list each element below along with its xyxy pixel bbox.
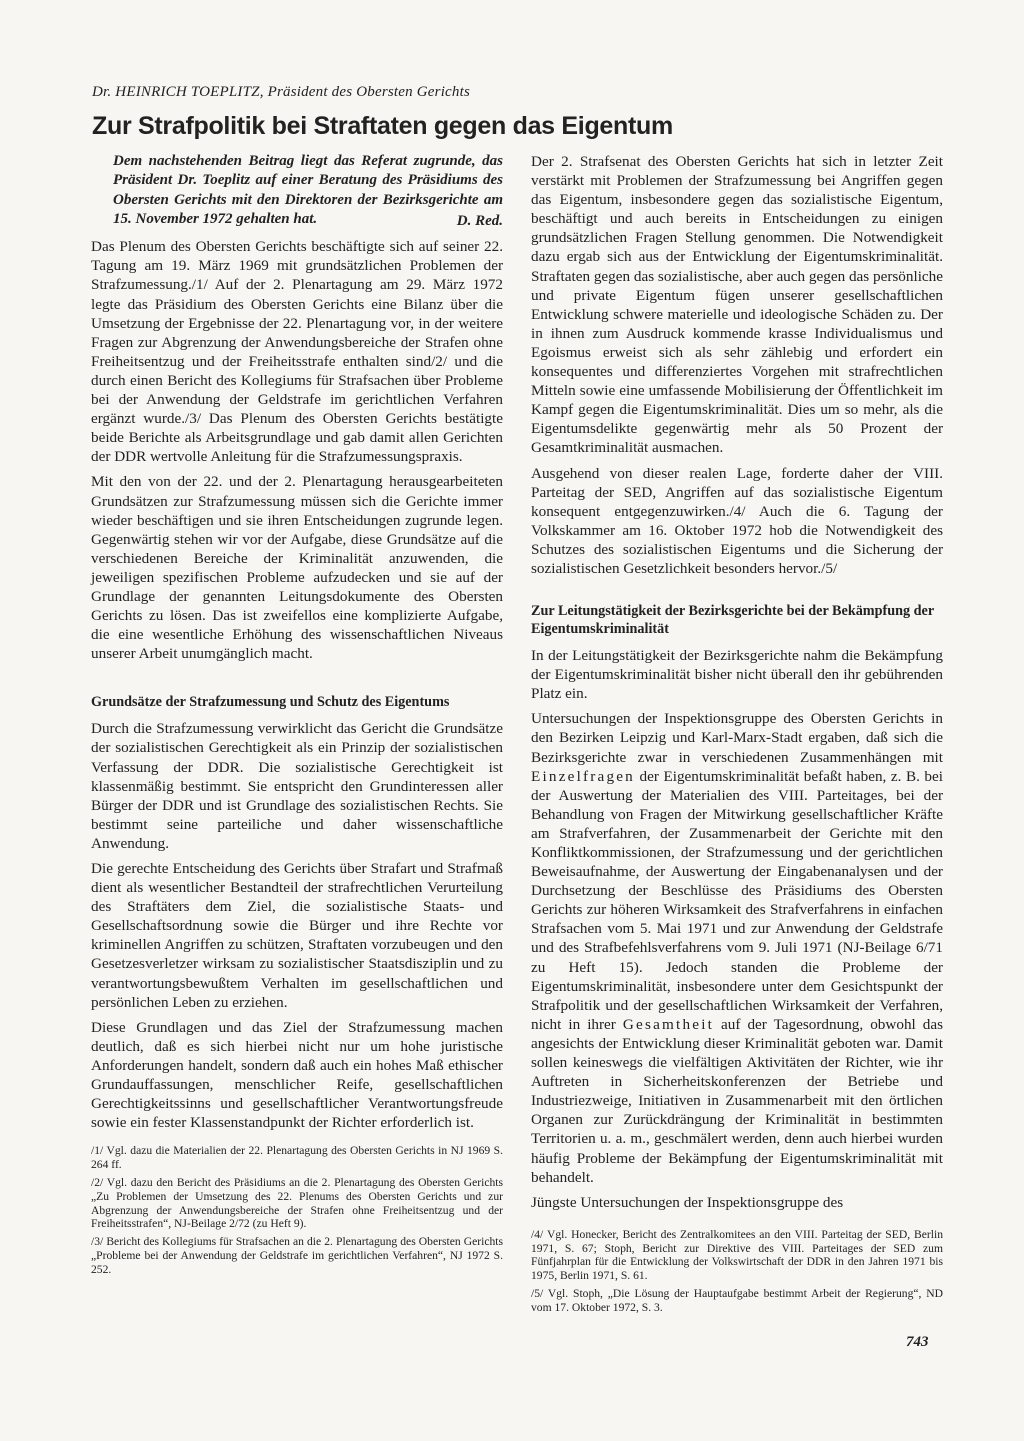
paragraph: Ausgehend von dieser realen Lage, forderte daher der VIII. Parteitag der SED, Angriffen auf das sozialistische Eigentum konsequent entgegenzuwirken./4/ Auch die 6. Tagung der Volkskammer am 16. Oktober 1972 hob die Notwendigkeit des Schutzes des sozialistischen Eigentums und die Sicherung der sozialistischen Gesetzlichkeit besonders hervor./5/ [531, 464, 943, 577]
page-number: 743 [906, 1334, 929, 1350]
footnote: /3/ Bericht des Kollegiums für Strafsachen an die 2. Plenartagung des Obersten Gerichts „Probleme bei der Anwendung der Geldstrafe im gerichtlichen Verfahren“, NJ 1972 S. 252. [91, 1235, 503, 1276]
emphasis: Einzelfragen [531, 767, 635, 785]
paragraph: Der 2. Strafsenat des Obersten Gerichts hat sich in letzter Zeit verstärkt mit Problemen der Strafzumessung bei Angriffen gegen das Eigentum, insbesondere gegen das sozialistische Eigentum, beschäftigt und auch bereits in Entscheidungen zu einigen grundsätzlichen Fragen Stellung genommen. Die Notwendigkeit dazu ergab sich aus der Entwicklung der Eigentumskriminalität. Straftaten gegen das sozialistische, aber auch gegen das persönliche und private Eigentum fügen unserer gesellschaftlichen Entwicklung schwere materielle und ideologische Schäden zu. Der in ihnen zum Ausdruck kommende krasse Individualismus und Egoismus erweist sich als sehr zählebig und erfordert ein konsequentes und differenziertes Vorgehen mit strafrechtlichen Mitteln sowie eine umfassende Mobilisierung der Öffentlichkeit im Kampf gegen die Eigentumskriminalität. Dies um so mehr, als die Eigentumsdelikte gegenwärtig mehr als 50 Prozent der Gesamtkriminalität ausmachen. [531, 153, 944, 457]
section-heading: Grundsätze der Strafzumessung und Schutz des Eigentums [91, 694, 450, 711]
paragraph: Mit den von der 22. und der 2. Plenartagung herausgearbeiteten Grundsätzen zur Strafzumessung müssen sich die Gerichte immer wieder beschäftigen und sie ihren Entscheidungen zugrunde legen. Gegenwärtig stehen wir vor der Aufgabe, diese Grundsätze auf die verschiedenen Bereiche der Kriminalität anzuwenden, die jeweiligen spezifischen Probleme aufzudecken und sie auf der Grundlage der genannten Leitungsdokumente des Obersten Gerichts zu lösen. Das ist zweifellos eine komplizierte Aufgabe, die eine wesentliche Erhöhung des wissenschaftlichen Niveaus unserer Arbeit unumgänglich macht. [91, 473, 503, 663]
section-heading: Zur Leitungstätigkeit der Bezirksgerichte bei der Bekämpfung der Eigentumskriminalität [531, 603, 934, 638]
paragraph: Diese Grundlagen und das Ziel der Strafzumessung machen deutlich, daß es sich hierbei nicht nur um hohe juristische Anforderungen handelt, sondern daß auch ein hohes Maß ethischer Grundauffassungen, menschlicher Reife, gesellschaftlichen Gerechtigkeitssinns und gesellschaftlicher Verantwortungsfreude sowie ein fester Klassenstandpunkt der Richter erforderlich ist. [91, 1018, 503, 1132]
text-run: Untersuchungen der Inspektionsgruppe des Obersten Gerichts in den Bezirken Leipzig und Karl-Marx-Stadt ergaben, daß sich die Bezirksgerichte zwar in verschiedenen Zusammenhängen mit [531, 710, 943, 766]
text-run: der Eigentumskriminalität befaßt haben, z. B. bei der Auswertung der Materialien des VIII. Parteitages, bei der Behandlung von Fragen der Mitwirkung gesellschaftlicher Kräfte am Strafverfahren, der Zusammenarbeit der Gerichte mit den Konfliktkommissionen, der Strafzumessung und der gerichtlichen Beweisaufnahme, der Auswertung der Eingabenanalysen und der Durchsetzung der Beschlüsse des Präsidiums des Obersten Gerichts zur höheren Wirksamkeit des Strafverfahrens in einfachen Strafsachen vom 5. Mai 1971 und zur Anwendung der Geldstrafe und des Strafbefehlsverfahrens vom 9. Juli 1971 (NJ-Beilage 6/71 zu Heft 15). Jedoch standen die Probleme der Eigentumskriminalität, insbesondere unter dem Gesichtspunkt der Strafpolitik und der gesellschaftlichen Wirksamkeit der Verfahren, nicht in ihrer [531, 767, 943, 1033]
author-line: Dr. HEINRICH TOEPLITZ, Präsident des Obersten Gerichts [92, 84, 471, 100]
paragraph: Die gerechte Entscheidung des Gerichts über Strafart und Strafmaß dient als wesentlicher Bestandteil der strafrechtlichen Verurteilung des Straftäters dem Ziel, die sozialistische Staats- und Gesellschaftsordnung sowie die Bürger und ihre Rechte vor kriminellen Angriffen zu schützen, Straftaten vorzubeugen und den Gesetzesverletzer wirksam zu sozialistischer Staatsdisziplin und zu verantwortungsbewußtem Verhalten im gesellschaftlichen und persönlichen Leben zu erziehen. [91, 860, 503, 1011]
paragraph [531, 709, 943, 1186]
editorial-signature: D. Red. [456, 213, 503, 230]
footnotes-left [91, 1144, 503, 1276]
text-run: auf der Tagesordnung, obwohl das angesichts der Entwicklung dieser Kriminalität geboten war. Damit sollen keineswegs die vielfältigen Aktivitäten der Richter, wie ihr Auftreten in Sicherheitskonferenzen der Betriebe und Industriezweige, Initiativen in Zusammenarbeit mit den örtlichen Organen zur Zurückdrängung der Kriminalität in bestimmten Territorien u. a. m., geschmälert werden, denn auch hierbei wurden häufig Probleme der Bekämpfung der Eigentumskriminalität mit behandelt. [531, 1015, 944, 1186]
editorial-intro: Dem nachstehenden Beitrag liegt das Referat zugrunde, das Präsident Dr. Toeplitz auf einer Beratung des Präsidiums des Obersten Gerichts mit den Direktoren der Bezirksgerichte am 15. November 1972 gehalten hat. [113, 153, 503, 227]
footnote: /4/ Vgl. Honecker, Bericht des Zentralkomitees an den VIII. Parteitag der SED, Berlin 1971, S. 67; Stoph, Bericht zur Direktive des VIII. Parteitages der SED zum Fünfjahrplan für die Entwicklung der Volkswirtschaft der DDR in den Jahren 1971 bis 1975, Berlin 1971, S. 61. [531, 1227, 943, 1283]
paragraph: Das Plenum des Obersten Gerichts beschäftigte sich auf seiner 22. Tagung am 19. März 1969 mit grundsätzlichen Problemen der Strafzumessung./1/ Auf der 2. Plenartagung am 29. März 1972 legte das Präsidium des Obersten Gerichts eine Bilanz über die Umsetzung der Ergebnisse der 22. Plenartagung vor, in der weitere Fragen zur Abgrenzung der Anwendungsbereiche der Strafen ohne Freiheitsentzug und der Freiheitsstrafe enthalten sind/2/ und die durch einen Bericht des Kollegiums für Strafsachen über Probleme bei der Anwendung der Geldstrafe im gerichtlichen Verfahren ergänzt wurde./3/ Das Plenum des Obersten Gerichts bestätigte beide Berichte als Arbeitsgrundlage und gab damit allen Gerichten der DDR wertvolle Anleitung für die Strafzumessungspraxis. [91, 238, 503, 466]
emphasis: Gesamtheit [622, 1015, 715, 1033]
paragraph: Jüngste Untersuchungen der Inspektionsgruppe des [531, 1193, 844, 1211]
footnote: /2/ Vgl. dazu den Bericht des Präsidiums an die 2. Plenartagung des Obersten Gerichts „Zu Problemen der Umsetzung des 22. Plenums des Obersten Gerichts und zur Abgrenzung der Anwendungsbereiche der Strafen ohne Freiheitsentzug und der Freiheitsstrafen“, NJ-Beilage 2/72 (zu Heft 9). [91, 1175, 503, 1231]
left-column [91, 152, 503, 1280]
paragraph: In der Leitungstätigkeit der Bezirksgerichte nahm die Bekämpfung der Eigentumskriminalität bisher nicht überall den ihr gebührenden Platz ein. [531, 647, 943, 703]
paragraph: Durch die Strafzumessung verwirklicht das Gericht die Grundsätze der sozialistischen Gerechtigkeit als ein Prinzip der sozialistischen Verfassung der DDR. Die sozialistische Gerechtigkeit ist klassenmäßig bestimmt. Sie entspricht den Grundinteressen aller Bürger der DDR und ist Grundlage des sozialistischen Rechts. Sie bestimmt seine parteiliche und daher wissenschaftliche Anwendung. [91, 720, 503, 852]
footnote: /5/ Vgl. Stoph, „Die Lösung der Hauptaufgabe bestimmt Arbeit der Regierung“, ND vom 17. Oktober 1972, S. 3. [531, 1286, 943, 1314]
right-column [531, 152, 943, 1319]
footnote: /1/ Vgl. dazu die Materialien der 22. Plenartagung des Obersten Gerichts in NJ 1969 S. 264 ff. [91, 1144, 503, 1172]
footnotes-right [531, 1228, 943, 1315]
article-title: Zur Strafpolitik bei Straftaten gegen das Eigentum [92, 112, 673, 140]
